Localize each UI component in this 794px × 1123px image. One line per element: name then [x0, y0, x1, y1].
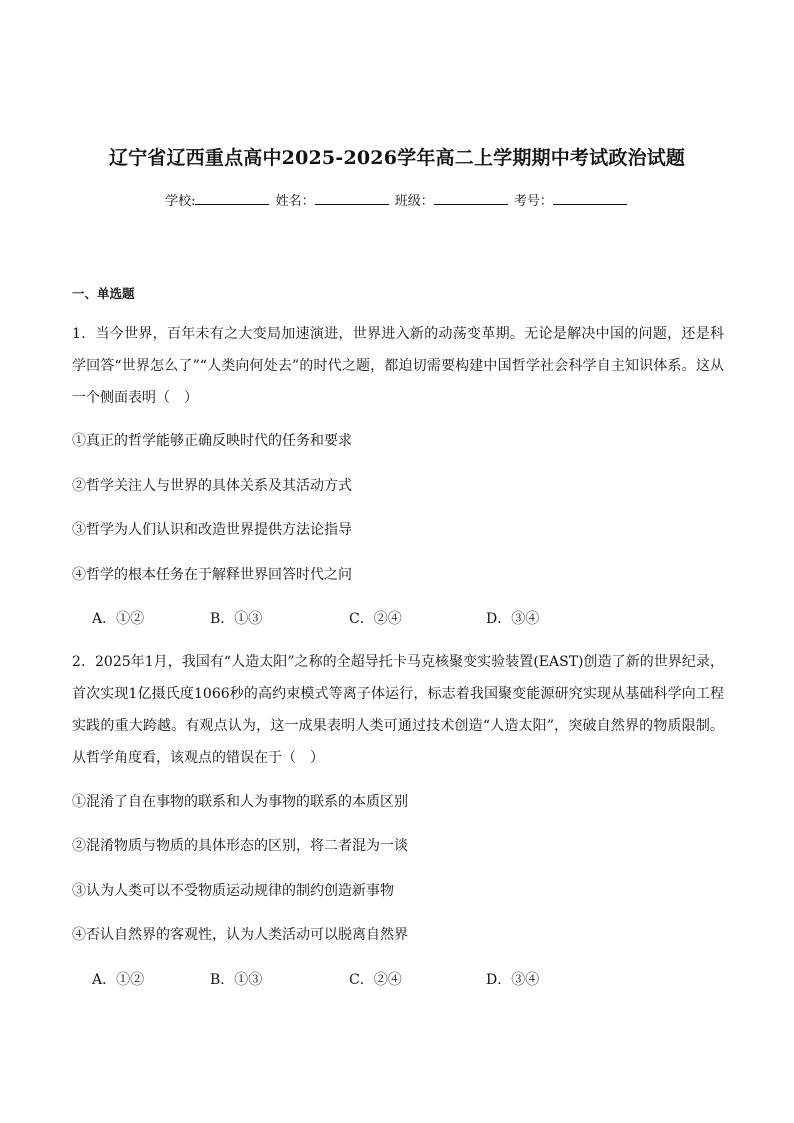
question-2-option-4: ④否认自然界的客观性，认为人类活动可以脱离自然界 — [72, 927, 408, 943]
question-2-option-1: ①混淆了自在事物的联系和人为事物的联系的本质区别 — [72, 794, 408, 810]
question-1-choice-b: B．①③ — [210, 611, 263, 627]
exam-number-label: 考号： — [513, 194, 553, 209]
question-1-option-4: ④哲学的根本任务在于解释世界回答时代之问 — [72, 567, 352, 583]
name-label: 姓名： — [275, 194, 315, 209]
question-1-choice-a: A．①② — [92, 611, 145, 627]
question-1-option-1: ①真正的哲学能够正确反映时代的任务和要求 — [72, 433, 352, 449]
question-1-choice-d: D．③④ — [486, 611, 540, 627]
class-label: 班级： — [394, 194, 434, 209]
student-info-line — [0, 190, 794, 209]
question-1-stem: 1．当今世界，百年未有之大变局加速演进，世界进入新的动荡变革期。无论是解决中国的问题，还是科学回答“世界怎么了”“人类向何处去”的时代之题，都迫切需要构建中国哲学社会科学自主知识体系。这从一个侧面表明（ ） — [72, 326, 724, 406]
class-blank — [434, 192, 508, 205]
question-2-choice-d: D．③④ — [486, 972, 540, 988]
name-blank — [315, 192, 389, 205]
question-1-choice-c: C．②④ — [349, 611, 402, 627]
page-title: 辽宁省辽西重点高中2025-2026学年高二上学期期中考试政治试题 — [108, 147, 686, 169]
school-blank — [195, 192, 269, 205]
question-2-option-2: ②混淆物质与物质的具体形态的区别，将二者混为一谈 — [72, 838, 408, 854]
question-2-option-3: ③认为人类可以不受物质运动规律的制约创造新事物 — [72, 883, 394, 899]
question-2-choice-a: A．①② — [92, 972, 145, 988]
question-2-choice-b: B．①③ — [210, 972, 263, 988]
question-2-choice-c: C．②④ — [349, 972, 402, 988]
school-label: 学校: — [165, 194, 196, 209]
exam-number-blank — [553, 192, 627, 205]
question-1-option-2: ②哲学关注人与世界的具体关系及其活动方式 — [72, 478, 352, 494]
section-title: 一、单选题 — [72, 286, 135, 301]
question-2-stem: 2．2025年1月，我国有“人造太阳”之称的全超导托卡马克核聚变实验装置(EAST)创造了新的世界纪录，首次实现1亿摄氏度1066秒的高约束模式等离子体运行，标志着我国聚变能源研究实现从基础科学向工程实践的重大跨越。有观点认为，这一成果表明人类可通过技术创造“人造太阳”，突破自然界的物质限制。从哲学角度看，该观点的错误在于（ ） — [72, 654, 724, 766]
question-1-option-3: ③哲学为人们认识和改造世界提供方法论指导 — [72, 522, 352, 538]
